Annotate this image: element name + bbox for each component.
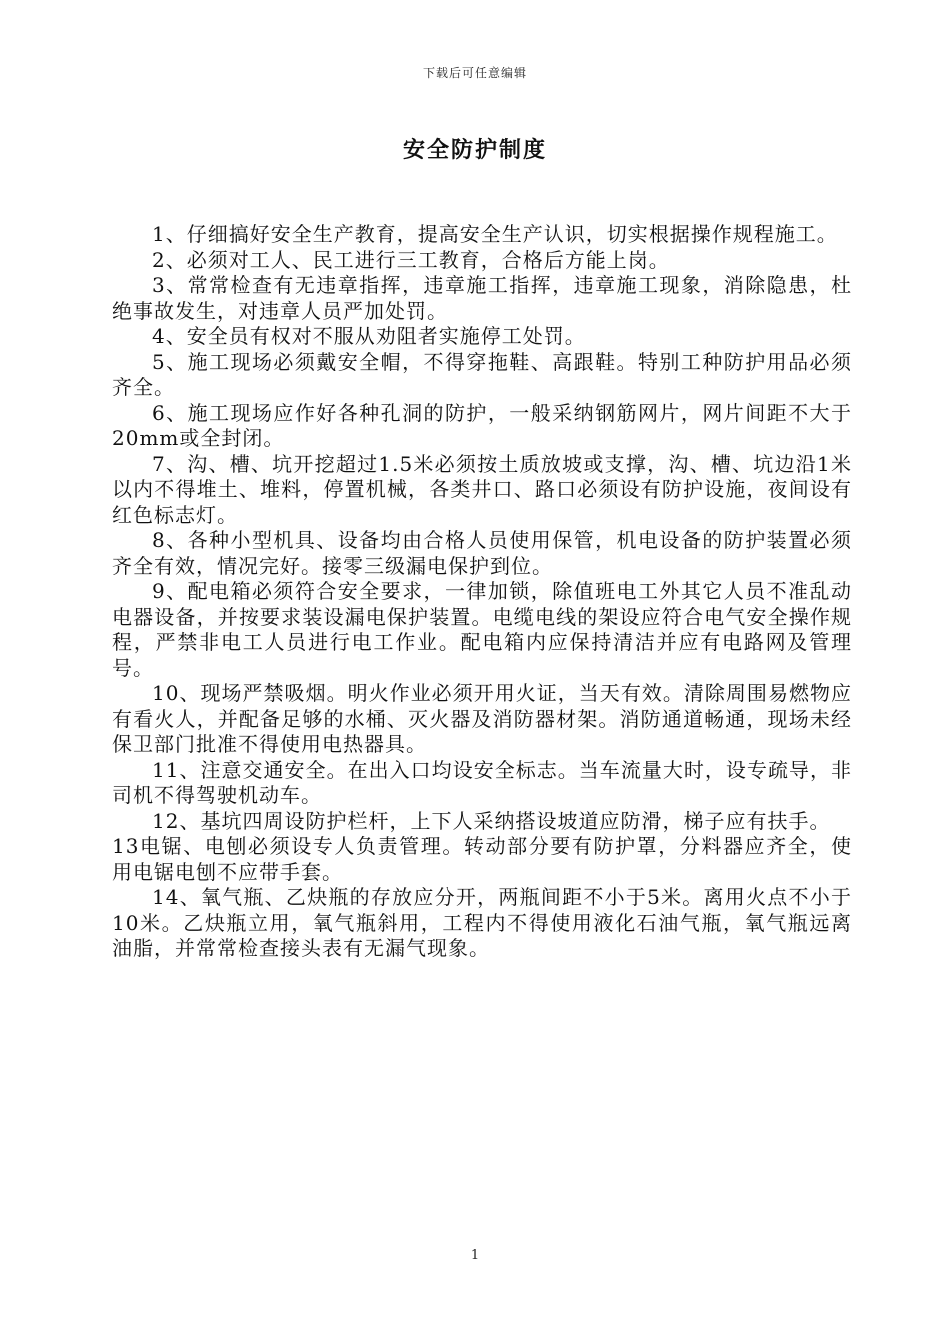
rule-paragraph-3: 3、常常检查有无违章指挥，违章施工指挥，违章施工现象，消除隐患，杜绝事故发生，对违章人员严加处罚。 <box>112 273 852 323</box>
rule-paragraph-10: 10、现场严禁吸烟。明火作业必须开用火证，当天有效。清除周围易燃物应有看火人，并配备足够的水桶、灭火器及消防器材架。消防通道畅通，现场未经保卫部门批准不得使用电热器具。 <box>112 681 852 756</box>
rule-paragraph-14: 14、氧气瓶、乙炔瓶的存放应分开，两瓶间距不小于5米。离用火点不小于10米。乙炔瓶立用，氧气瓶斜用，工程内不得使用液化石油气瓶，氧气瓶远离油脂，并常常检查接头表有无漏气现象。 <box>112 885 852 960</box>
rule-paragraph-2: 2、必须对工人、民工进行三工教育，合格后方能上岗。 <box>152 247 670 272</box>
rule-paragraph-1: 1、仔细搞好安全生产教育，提高安全生产认识，切实根据操作规程施工。 <box>152 222 838 246</box>
rule-paragraph-5: 5、施工现场必须戴安全帽，不得穿拖鞋、高跟鞋。特别工种防护用品必须齐全。 <box>112 349 852 399</box>
rule-paragraph-6: 6、施工现场应作好各种孔洞的防护，一般采纳钢筋网片，网片间距不大于20mm或全封闭。 <box>112 400 852 450</box>
rule-paragraph-11: 11、注意交通安全。在出入口均设安全标志。当车流量大时，设专疏导，非司机不得驾驶机动车。 <box>112 757 852 807</box>
page-number: 1 <box>470 1248 480 1263</box>
page-title: 安全防护制度 <box>402 138 547 163</box>
rule-paragraph-13: 13电锯、电刨必须设专人负责管理。转动部分要有防护罩，分料器应齐全，使用电锯电刨不应带手套。 <box>112 834 852 884</box>
rule-paragraph-9: 9、配电箱必须符合安全要求，一律加锁，除值班电工外其它人员不准乱动电器设备，并按要求装设漏电保护装置。电缆电线的架设应符合电气安全操作规程，严禁非电工人员进行电工作业。配电箱内应保持清洁并应有电路网及管理号。 <box>112 579 852 680</box>
rule-paragraph-8: 8、各种小型机具、设备均由合格人员使用保管，机电设备的防护装置必须齐全有效，情况完好。接零三级漏电保护到位。 <box>112 528 852 578</box>
rule-paragraph-4: 4、安全员有权对不服从劝阻者实施停工处罚。 <box>152 324 586 348</box>
document-body <box>112 222 852 962</box>
rule-paragraph-7: 7、沟、槽、坑开挖超过1.5米必须按土质放坡或支撑，沟、槽、坑边沿1米以内不得堆土、堆料，停置机械，各类井口、路口必须设有防护设施，夜间设有红色标志灯。 <box>112 451 852 527</box>
header-note: 下载后可任意编辑 <box>422 66 527 80</box>
rule-paragraph-12: 12、基坑四周设防护栏杆，上下人采纳搭设坡道应防滑，梯子应有扶手。 <box>152 808 831 833</box>
